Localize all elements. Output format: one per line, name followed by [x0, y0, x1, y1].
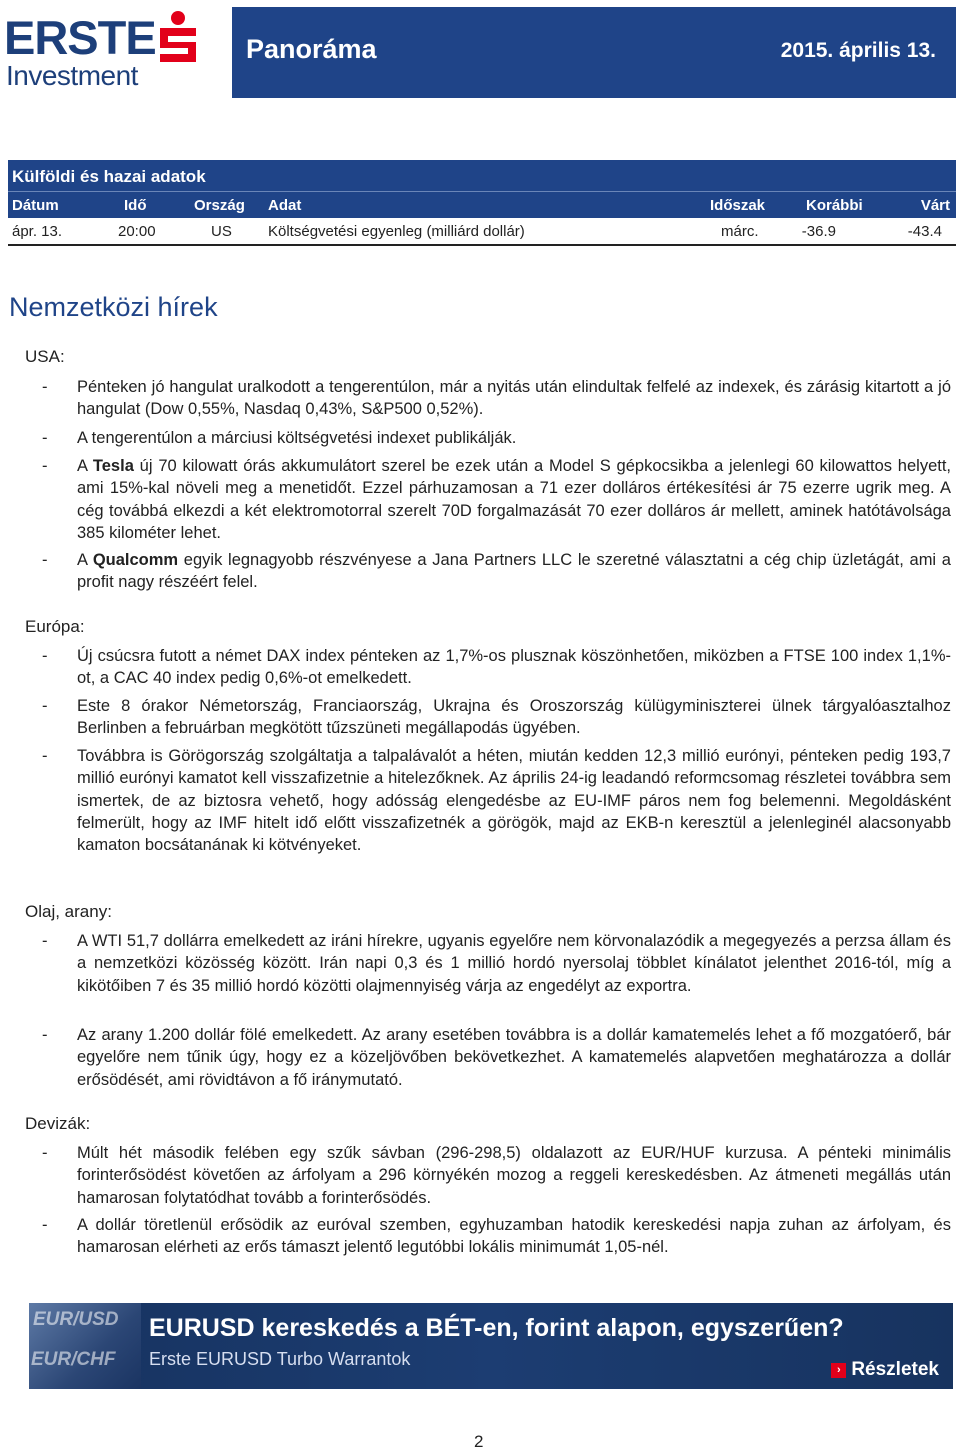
- section-heading-europe: Európa:: [25, 617, 85, 636]
- news-text: Továbbra is Görögország szolgáltatja a talpalávalót a héten, miután kedden 12,3 millió eurónyi, pénteken pedig 193,7 millió eurónyi kamatot kell visszafizetnie a hitelezőknek. Az április 24-ig leadandó reformcsomag részletei továbbra sem ismertek, de az biztosra vehető, hogy adósság elengedésbe az EU-IMF páros nem fog belemenni. Megoldásként felmerült, hogy az IMF hitelt idő előtt visszafizetnék a görögök, majd az EKB-n keresztül a jelenleginél alacsonyabb kamaton bocsátanának ki kötvényeket.: [77, 747, 951, 855]
- bullet-dash: -: [42, 747, 48, 765]
- section-heading-usa: USA:: [25, 347, 65, 366]
- cell-expected: -43.4: [907, 223, 942, 240]
- company-name-qualcomm: Qualcomm: [92, 551, 179, 569]
- ad-details-label: Részletek: [851, 1359, 939, 1380]
- section-heading-currencies: Devizák:: [25, 1114, 91, 1133]
- data-table: [8, 160, 956, 246]
- ad-title: EURUSD kereskedés a BÉT-en, forint alapon, egyszerűen?: [149, 1314, 844, 1342]
- col-header-expected: Várt: [920, 197, 950, 214]
- table-title: Külföldi és hazai adatok: [8, 160, 956, 191]
- cell-previous: -36.9: [801, 223, 836, 240]
- bullet-dash: -: [42, 647, 48, 665]
- col-header-time: Idő: [124, 197, 147, 214]
- news-text: Pénteken jó hangulat uralkodott a tengerentúlon, már a nyitás után elindultak felfelé az indexek, és zárásig kitartott a jó hangulat (Dow 0,55%, Nasdaq 0,43%, S&P500 0,52%).: [77, 378, 951, 419]
- ad-image-text-eurchf: EUR/CHF: [31, 1349, 116, 1370]
- cell-country: US: [211, 223, 232, 240]
- ad-image-text-eurusd: EUR/USD: [33, 1309, 119, 1330]
- ad-details-button[interactable]: [831, 1359, 939, 1381]
- news-text: Múlt hét második felében egy szűk sávban (296-298,5) oldalazott az EUR/HUF kurzusa. A pénteki minimális forinterősödést követően az árfolyam a 296 környékén mozog a reggeli kereskedésben. Az átmeneti megállás után hamarosan folytatódhat tovább a forinterősödés.: [77, 1144, 951, 1207]
- cell-time: 20:00: [118, 223, 156, 240]
- cell-data: Költségvetési egyenleg (milliárd dollár): [268, 223, 525, 240]
- bullet-dash: -: [42, 932, 48, 950]
- logo-investment-text: Investment: [6, 60, 138, 91]
- section-heading-oil-gold: Olaj, arany:: [25, 902, 112, 921]
- bullet-dash: -: [42, 378, 48, 396]
- news-text: A WTI 51,7 dollárra emelkedett az iráni hírekre, ugyanis egyelőre nem körvonalazódik a megegyezés a perzsa állam és a nemzetközi közösség között. Irán napi 0,3 és 1 millió hordó nyersolaj többlet kínálatot jelenthet 2016-tól, míg a kikötőiben 7 és 35 millió hordó közötti olajmennyiség várja az engedélyt az exportra.: [77, 932, 951, 995]
- news-text: Az arany 1.200 dollár fölé emelkedett. Az arany esetében továbbra is a dollár kamatemelés lehet a fő mozgatóerő, bár egyelőre nem tűnik úgy, hogy ez a közeljövőben bekövetkezhet. A kamatemelés alapvetően meghatározza a dollár erősödését, ami rövidtávon a fő iránymutató.: [77, 1026, 951, 1089]
- bullet-dash: -: [42, 457, 48, 475]
- col-header-data: Adat: [268, 197, 302, 214]
- bullet-dash: -: [42, 1144, 48, 1162]
- bullet-dash: -: [42, 551, 48, 569]
- bullet-dash: -: [42, 429, 48, 447]
- news-text: Új csúcsra futott a német DAX index pénteken az 1,7%-os plusznak köszönhetően, miközben a FTSE 100 index 1,1%-ot, a CAC 40 index pedig 0,6%-ot emelkedett.: [77, 647, 951, 688]
- logo-erste-text: ERSTE: [4, 11, 156, 64]
- news-text: A dollár töretlenül erősödik az euróval szemben, egyhuzamban hatodik kereskedési napja zuhan az árfolyam, és hamarosan elérheti az erős támaszt jelentő legutóbbi lokális minimumát 1,05-nél.: [77, 1216, 951, 1257]
- ad-currency-image: [29, 1303, 141, 1389]
- bullet-dash: -: [42, 1216, 48, 1234]
- col-header-country: Ország: [194, 197, 245, 214]
- news-title: Nemzetközi hírek: [9, 292, 218, 322]
- erste-investment-logo: [4, 10, 204, 95]
- publication-title: Panoráma: [246, 34, 377, 64]
- header-banner: [232, 7, 956, 98]
- eurusd-ad-banner[interactable]: [29, 1303, 953, 1389]
- news-text: A tengerentúlon a márciusi költségvetési indexet publikálják.: [77, 429, 517, 447]
- publication-date: 2015. április 13.: [780, 39, 936, 62]
- company-name-tesla: Tesla: [92, 457, 134, 475]
- erste-s-logo-icon: [152, 10, 204, 68]
- bullet-dash: -: [42, 1026, 48, 1044]
- cell-period: márc.: [721, 223, 759, 240]
- news-text: A Tesla új 70 kilowatt órás akkumulátort szerel be ezek után a Model S gépkocsikba a jelenlegi 60 kilowattos helyett, ami 15%-kal növeli meg a menetidőt. Ezzel párhuzamosan a 71 ezer dolláros értékesítési ár 75 ezerre ugrik meg. A cég továbbá elkezdi a két elektromotorral szerelt 70D forgalmazását 70 ezer dolláros ár mellett, aminek hatótávolsága 385 kilométer lehet.: [77, 457, 951, 542]
- col-header-previous: Korábbi: [806, 197, 863, 214]
- ad-subtitle: Erste EURUSD Turbo Warrantok: [149, 1349, 411, 1369]
- table-row: [8, 218, 956, 246]
- table-header-row: [8, 191, 956, 218]
- col-header-date: Dátum: [12, 197, 59, 214]
- bullet-dash: -: [42, 697, 48, 715]
- news-text: A Qualcomm egyik legnagyobb részvényese a Jana Partners LLC le szeretné választatni a cég chip üzletágát, ami a profit nagy részéért felel.: [77, 551, 951, 592]
- col-header-period: Időszak: [710, 197, 766, 214]
- page-number: 2: [474, 1432, 484, 1451]
- arrow-right-icon: ›: [831, 1363, 846, 1378]
- news-text: Este 8 órakor Németország, Franciaország, Ukrajna és Oroszország külügyminiszterei ülnek tárgyalóasztalhoz Berlinben a februárban megkötött tűzszüneti megállapodás ügyében.: [77, 697, 951, 738]
- cell-date: ápr. 13.: [12, 223, 63, 240]
